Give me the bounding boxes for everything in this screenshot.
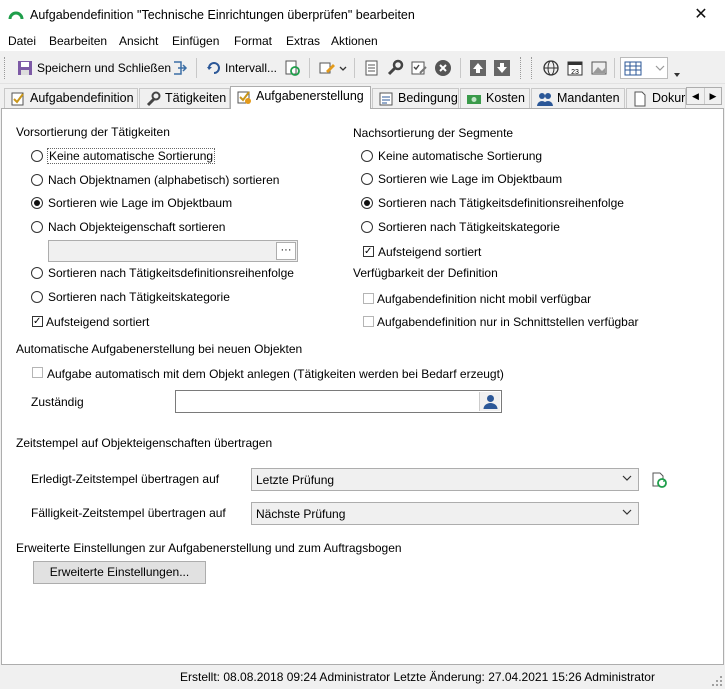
svg-text:23: 23 xyxy=(571,69,579,76)
due-timestamp-value: Nächste Prüfung xyxy=(256,507,346,521)
tab-label: Bedingung xyxy=(398,91,458,105)
toolbar-grip[interactable] xyxy=(531,57,534,79)
chevron-down-icon xyxy=(622,472,632,484)
document-list-icon[interactable] xyxy=(363,59,381,77)
radio-vs-keine[interactable] xyxy=(31,150,43,162)
label-ns-aufsteigend: Aufsteigend sortiert xyxy=(378,245,482,259)
label-only-interfaces: Aufgabendefinition nur in Schnittstellen verfügbar xyxy=(377,315,639,329)
radio-vs-objekteigenschaft[interactable] xyxy=(31,221,43,233)
radio-vs-kategorie[interactable] xyxy=(31,291,43,303)
label-vs-objektbaum: Sortieren wie Lage im Objektbaum xyxy=(48,196,233,210)
nachsortierung-heading: Nachsortierung der Segmente xyxy=(353,126,514,140)
auto-creation-heading: Automatische Aufgabenerstellung bei neuen Objekten xyxy=(16,342,303,356)
exit-icon[interactable] xyxy=(170,59,188,77)
user-icon xyxy=(482,393,499,410)
close-button[interactable]: ✕ xyxy=(694,6,708,23)
radio-vs-objektbaum[interactable] xyxy=(31,197,43,209)
toolbar-separator xyxy=(196,58,197,78)
tab-label: Kosten xyxy=(486,91,525,105)
menu-extras[interactable]: Extras xyxy=(286,34,321,48)
app-logo-icon xyxy=(8,9,24,21)
wrench-icon xyxy=(145,91,161,107)
checkbox-auto-create[interactable] xyxy=(32,367,43,378)
move-up-icon[interactable] xyxy=(469,59,487,77)
menu-bearbeiten[interactable]: Bearbeiten xyxy=(49,34,108,48)
menu-datei[interactable]: Datei xyxy=(8,34,37,48)
due-timestamp-select[interactable] xyxy=(251,502,639,525)
menu-aktionen[interactable]: Aktionen xyxy=(331,34,378,48)
checkbox-only-interfaces[interactable] xyxy=(363,316,374,327)
wrench-icon[interactable] xyxy=(386,59,404,77)
checkbox-not-mobile[interactable] xyxy=(363,293,374,304)
done-timestamp-value: Letzte Prüfung xyxy=(256,473,335,487)
radio-ns-kategorie[interactable] xyxy=(361,221,373,233)
label-vs-definitionsreihenfolge: Sortieren nach Tätigkeitsdefinitionsreihenfolge xyxy=(48,266,294,280)
tab-kosten[interactable] xyxy=(460,88,530,108)
calendar-icon[interactable] xyxy=(566,59,584,77)
save-close-button[interactable]: Speichern und Schließen xyxy=(37,61,172,75)
refresh-document-icon[interactable] xyxy=(650,471,668,489)
checkbox-ns-aufsteigend[interactable] xyxy=(363,246,374,257)
label-vs-keine: Keine automatische Sortierung xyxy=(49,149,214,163)
advanced-settings-button[interactable]: Erweiterte Einstellungen... xyxy=(33,561,206,584)
toolbar xyxy=(0,52,725,84)
document-icon xyxy=(632,91,648,107)
image-icon[interactable] xyxy=(590,59,608,77)
checklist-icon[interactable] xyxy=(410,59,428,77)
toolbar-separator xyxy=(460,58,461,78)
cancel-icon[interactable] xyxy=(434,59,452,77)
tab-content-panel xyxy=(1,108,724,665)
status-text: Erstellt: 08.08.2018 09:24 Administrator Letzte Änderung: 27.04.2021 15:26 Administrator xyxy=(180,670,655,684)
responsible-label: Zuständig xyxy=(31,395,84,409)
tab-scroll-right-button[interactable]: ▶ xyxy=(704,88,721,104)
status-bar xyxy=(0,665,725,689)
label-vs-aufsteigend: Aufsteigend sortiert xyxy=(46,315,150,329)
radio-ns-objektbaum[interactable] xyxy=(361,173,373,185)
resize-grip-icon[interactable] xyxy=(711,675,723,687)
tab-taetigkeiten[interactable] xyxy=(139,88,230,108)
tab-bedingung[interactable] xyxy=(372,88,459,108)
label-auto-create: Aufgabe automatisch mit dem Objekt anlegen (Tätigkeiten werden bei Bedarf erzeugt) xyxy=(47,367,504,381)
task-creation-icon xyxy=(236,89,252,105)
money-icon xyxy=(466,91,482,107)
property-picker-button[interactable]: ··· xyxy=(276,242,296,260)
toolbar-grip[interactable] xyxy=(4,57,7,79)
done-timestamp-label: Erledigt-Zeitstempel übertragen auf xyxy=(31,472,220,486)
label-ns-keine: Keine automatische Sortierung xyxy=(378,149,543,163)
tab-scroller xyxy=(686,87,722,105)
tab-label: Aufgabenerstellung xyxy=(256,89,364,103)
menu-einfuegen[interactable]: Einfügen xyxy=(172,34,220,48)
tab-label: Mandanten xyxy=(557,91,620,105)
label-vs-objekteigenschaft: Nach Objekteigenschaft sortieren xyxy=(48,220,226,234)
interval-button[interactable]: Intervall... xyxy=(225,61,278,75)
vorsortierung-heading: Vorsortierung der Tätigkeiten xyxy=(16,125,170,139)
chevron-down-icon xyxy=(655,64,665,72)
radio-ns-definitionsreihenfolge[interactable] xyxy=(361,197,373,209)
toolbar-separator xyxy=(309,58,310,78)
label-vs-kategorie: Sortieren nach Tätigkeitskategorie xyxy=(48,290,230,304)
done-timestamp-select[interactable] xyxy=(251,468,639,491)
tab-label: Dokur xyxy=(652,91,686,105)
radio-ns-keine[interactable] xyxy=(361,150,373,162)
toolbar-overflow-icon[interactable] xyxy=(674,72,680,78)
radio-vs-definitionsreihenfolge[interactable] xyxy=(31,267,43,279)
chevron-down-icon[interactable] xyxy=(338,59,348,77)
label-ns-kategorie: Sortieren nach Tätigkeitskategorie xyxy=(378,220,560,234)
tab-mandanten[interactable] xyxy=(531,88,625,108)
tab-aufgabendefinition[interactable] xyxy=(4,88,138,108)
move-down-icon[interactable] xyxy=(493,59,511,77)
tab-label: Aufgabendefinition xyxy=(30,91,134,105)
toolbar-separator xyxy=(354,58,355,78)
tab-scroll-left-button[interactable]: ◀ xyxy=(692,91,699,101)
users-icon xyxy=(537,91,553,107)
label-vs-objektnamen: Nach Objektnamen (alphabetisch) sortieren xyxy=(48,173,280,187)
menu-ansicht[interactable]: Ansicht xyxy=(119,34,159,48)
verfuegbarkeit-heading: Verfügbarkeit der Definition xyxy=(353,266,498,280)
object-property-field xyxy=(48,240,298,262)
tab-bar xyxy=(0,86,725,108)
save-icon[interactable] xyxy=(16,59,34,77)
due-timestamp-label: Fälligkeit-Zeitstempel übertragen auf xyxy=(31,506,226,520)
radio-vs-objektnamen[interactable] xyxy=(31,174,43,186)
tab-dokumente[interactable] xyxy=(626,88,686,108)
advanced-heading: Erweiterte Einstellungen zur Aufgabenerstellung und zum Auftragsbogen xyxy=(16,541,402,555)
tab-label: Tätigkeiten xyxy=(165,91,227,105)
label-ns-objektbaum: Sortieren wie Lage im Objektbaum xyxy=(378,172,563,186)
menu-bar xyxy=(0,31,725,51)
menu-format[interactable]: Format xyxy=(234,34,273,48)
table-icon xyxy=(624,61,642,76)
timestamps-heading: Zeitstempel auf Objekteigenschaften übertragen xyxy=(16,436,273,450)
view-selector-combo[interactable] xyxy=(620,57,668,79)
title-bar xyxy=(0,0,725,31)
task-definition-icon xyxy=(10,91,26,107)
interval-icon[interactable] xyxy=(205,59,223,77)
window-title: Aufgabendefinition "Technische Einrichtungen überprüfen" bearbeiten xyxy=(30,8,415,22)
toolbar-separator xyxy=(614,58,615,78)
pick-user-button[interactable] xyxy=(479,392,500,411)
condition-icon xyxy=(378,91,394,107)
checkbox-vs-aufsteigend[interactable] xyxy=(32,316,43,327)
globe-icon[interactable] xyxy=(542,59,560,77)
toolbar-grip[interactable] xyxy=(520,57,523,79)
edit-menu-icon[interactable] xyxy=(318,59,336,77)
chevron-down-icon xyxy=(622,506,632,518)
label-not-mobile: Aufgabendefinition nicht mobil verfügbar xyxy=(377,292,592,306)
refresh-document-icon[interactable] xyxy=(283,59,301,77)
label-ns-definitionsreihenfolge: Sortieren nach Tätigkeitsdefinitionsreihenfolge xyxy=(378,196,624,210)
responsible-input[interactable] xyxy=(175,390,502,413)
tab-aufgabenerstellung[interactable] xyxy=(230,86,371,109)
